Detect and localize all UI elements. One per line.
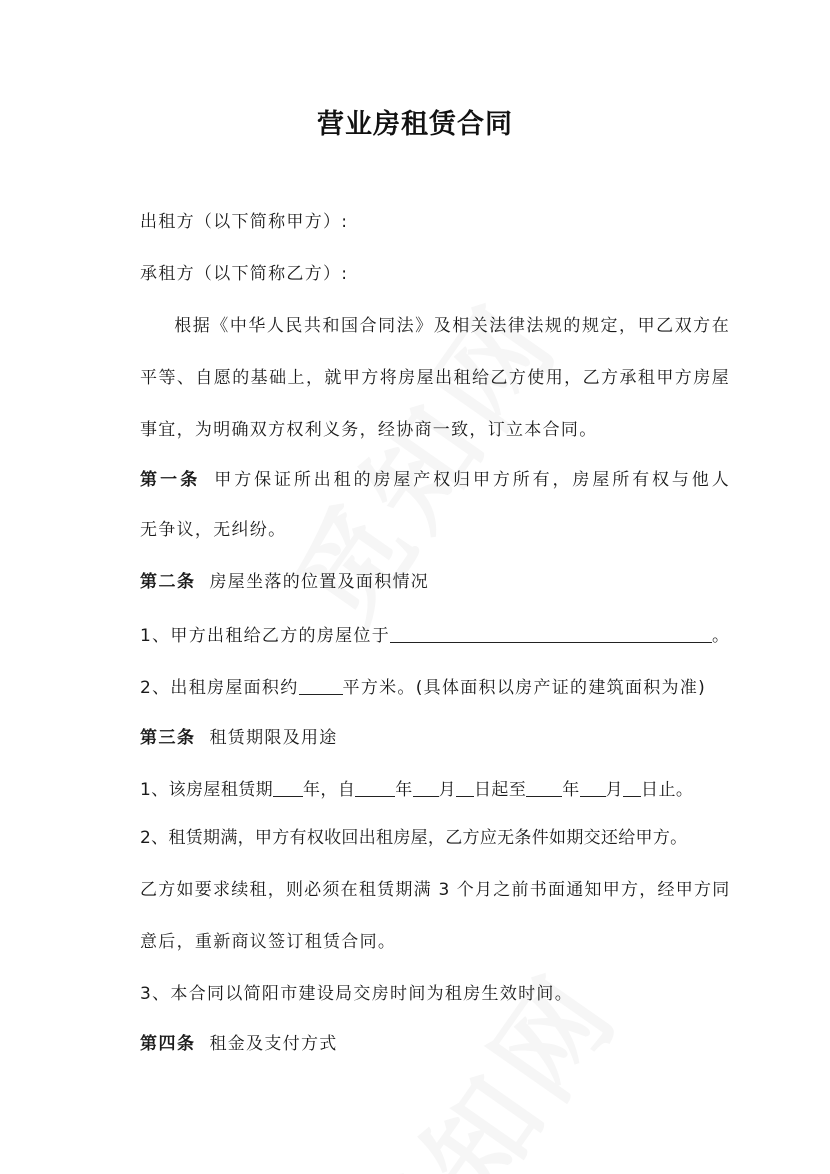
article-4-heading: 第四条 — [140, 1034, 196, 1054]
location-blank[interactable] — [390, 624, 712, 643]
article-2-item-2: 2、出租房屋面积约 平方米。(具体面积以房产证的建筑面积为准) — [140, 678, 707, 698]
article-3-title-line: 第三条 租赁期限及用途 — [140, 728, 338, 748]
article-3-item-2-line-1: 2、租赁期满，甲方有权收回出租房屋，乙方应无条件如期交还给甲方。 — [140, 828, 688, 848]
article-1-line-1: 第一条 甲方保证所出租的房屋产权归甲方所有，房屋所有权与他人 — [140, 470, 730, 490]
article-3-item-1: 1、该房屋租赁期 年，自 年 月 日起至 年 月 日止。 — [140, 780, 694, 800]
article-3-heading: 第三条 — [140, 728, 196, 748]
article-1-line-2: 无争议，无纠纷。 — [140, 520, 287, 540]
article-1-heading: 第一条 — [140, 470, 201, 490]
article-2-item-1: 1、甲方出租给乙方的房屋位于 。 — [140, 626, 731, 646]
area-blank[interactable] — [299, 676, 343, 695]
document-title: 营业房租赁合同 — [317, 109, 513, 140]
preamble-line-3: 事宜，为明确双方权利义务，经协商一致，订立本合同。 — [140, 420, 598, 440]
term-years-blank[interactable] — [273, 778, 303, 797]
watermark — [312, 936, 648, 1174]
article-2-heading: 第二条 — [140, 572, 196, 592]
preamble-line-2: 平等、自愿的基础上，就甲方将房屋出租给乙方使用，乙方承租甲方房屋 — [140, 368, 730, 388]
start-month-blank[interactable] — [413, 778, 439, 797]
article-3-item-2-line-3: 意后，重新商议签订租赁合同。 — [140, 932, 397, 952]
end-day-blank[interactable] — [623, 778, 641, 797]
start-day-blank[interactable] — [456, 778, 474, 797]
article-3-item-2-line-2: 乙方如要求续租，则必须在租赁期满 3 个月之前书面通知甲方，经甲方同 — [140, 880, 730, 900]
article-2-title-line: 第二条 房屋坐落的位置及面积情况 — [140, 572, 430, 592]
party-b-line: 承租方（以下简称乙方）: — [140, 264, 349, 284]
article-4-title-line: 第四条 租金及支付方式 — [140, 1034, 338, 1054]
end-month-blank[interactable] — [580, 778, 606, 797]
end-year-blank[interactable] — [526, 778, 562, 797]
preamble-line-1: 根据《中华人民共和国合同法》及相关法律法规的规定，甲乙双方在 — [174, 316, 730, 336]
start-year-blank[interactable] — [355, 778, 395, 797]
article-3-item-3: 3、本合同以简阳市建设局交房时间为租房生效时间。 — [140, 984, 574, 1004]
party-a-line: 出租方（以下简称甲方）: — [140, 212, 349, 232]
